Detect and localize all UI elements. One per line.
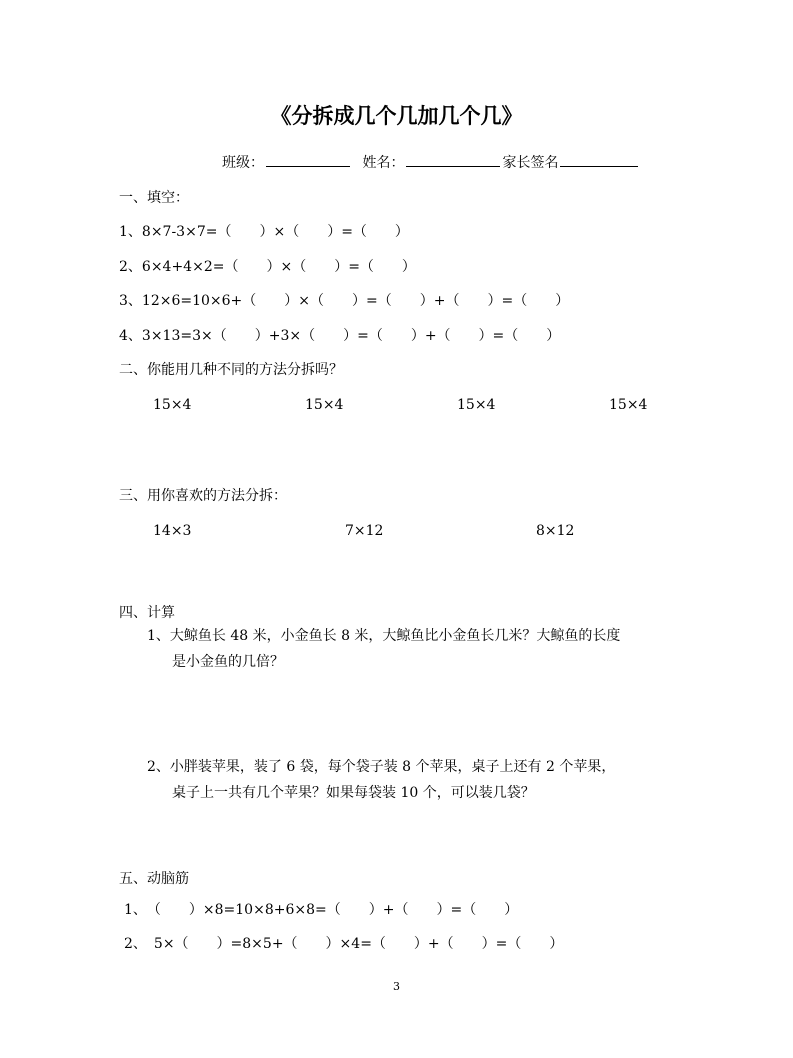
fill-item-1: 1、8×7-3×7=（ ）×（ ）=（ ） — [119, 224, 409, 240]
fill-item-2: 2、6×4+4×2=（ ）×（ ）=（ ） — [119, 259, 416, 275]
expr-2-4: 15×4 — [609, 397, 648, 413]
class-field[interactable] — [266, 152, 350, 167]
section1-heading: 一、填空： — [119, 190, 189, 206]
name-field[interactable] — [406, 152, 500, 167]
question-1-line-1: 1、大鲸鱼长 48 米，小金鱼长 8 米，大鲸鱼比小金鱼长几米？大鲸鱼的长度 — [147, 628, 621, 644]
parent-signature-label: 家长签名 — [502, 155, 559, 171]
class-label: 班级： — [222, 155, 264, 171]
page-title: 《分拆成几个几加几个几》 — [270, 104, 523, 128]
section2-heading: 二、你能用几种不同的方法分拆吗？ — [119, 362, 343, 378]
question-2-line-2: 桌子上一共有几个苹果？如果每袋装 10 个，可以装几袋？ — [172, 785, 535, 801]
expr-2-3: 15×4 — [457, 397, 496, 413]
expr-2-1: 15×4 — [153, 397, 192, 413]
question-2-line-1: 2、小胖装苹果，装了 6 袋，每个袋子装 8 个苹果，桌子上还有 2 个苹果， — [147, 759, 616, 775]
page-number: 3 — [393, 980, 400, 993]
brain-item-2: 2、 5×（ ）=8×5+（ ）×4=（ ）+（ ）=（ ） — [124, 936, 564, 952]
header-line — [222, 152, 640, 172]
question-1-line-2: 是小金鱼的几倍？ — [172, 654, 284, 670]
section4-heading: 四、计算 — [119, 605, 175, 621]
section5-heading: 五、动脑筋 — [119, 871, 189, 887]
parent-signature-field[interactable] — [560, 152, 638, 167]
expr-3-1: 14×3 — [153, 523, 192, 539]
fill-item-4: 4、3×13=3×（ ）+3×（ ）=（ ）+（ ）=（ ） — [119, 328, 561, 344]
expr-2-2: 15×4 — [305, 397, 344, 413]
name-label: 姓名： — [362, 155, 405, 171]
section3-heading: 三、用你喜欢的方法分拆： — [119, 488, 287, 504]
brain-item-1: 1、 （ ）×8=10×8+6×8=（ ）+（ ）=（ ） — [124, 902, 519, 918]
expr-3-2: 7×12 — [345, 523, 384, 539]
expr-3-3: 8×12 — [536, 523, 575, 539]
fill-item-3: 3、12×6=10×6+（ ）×（ ）=（ ）+（ ）=（ ） — [119, 293, 570, 309]
